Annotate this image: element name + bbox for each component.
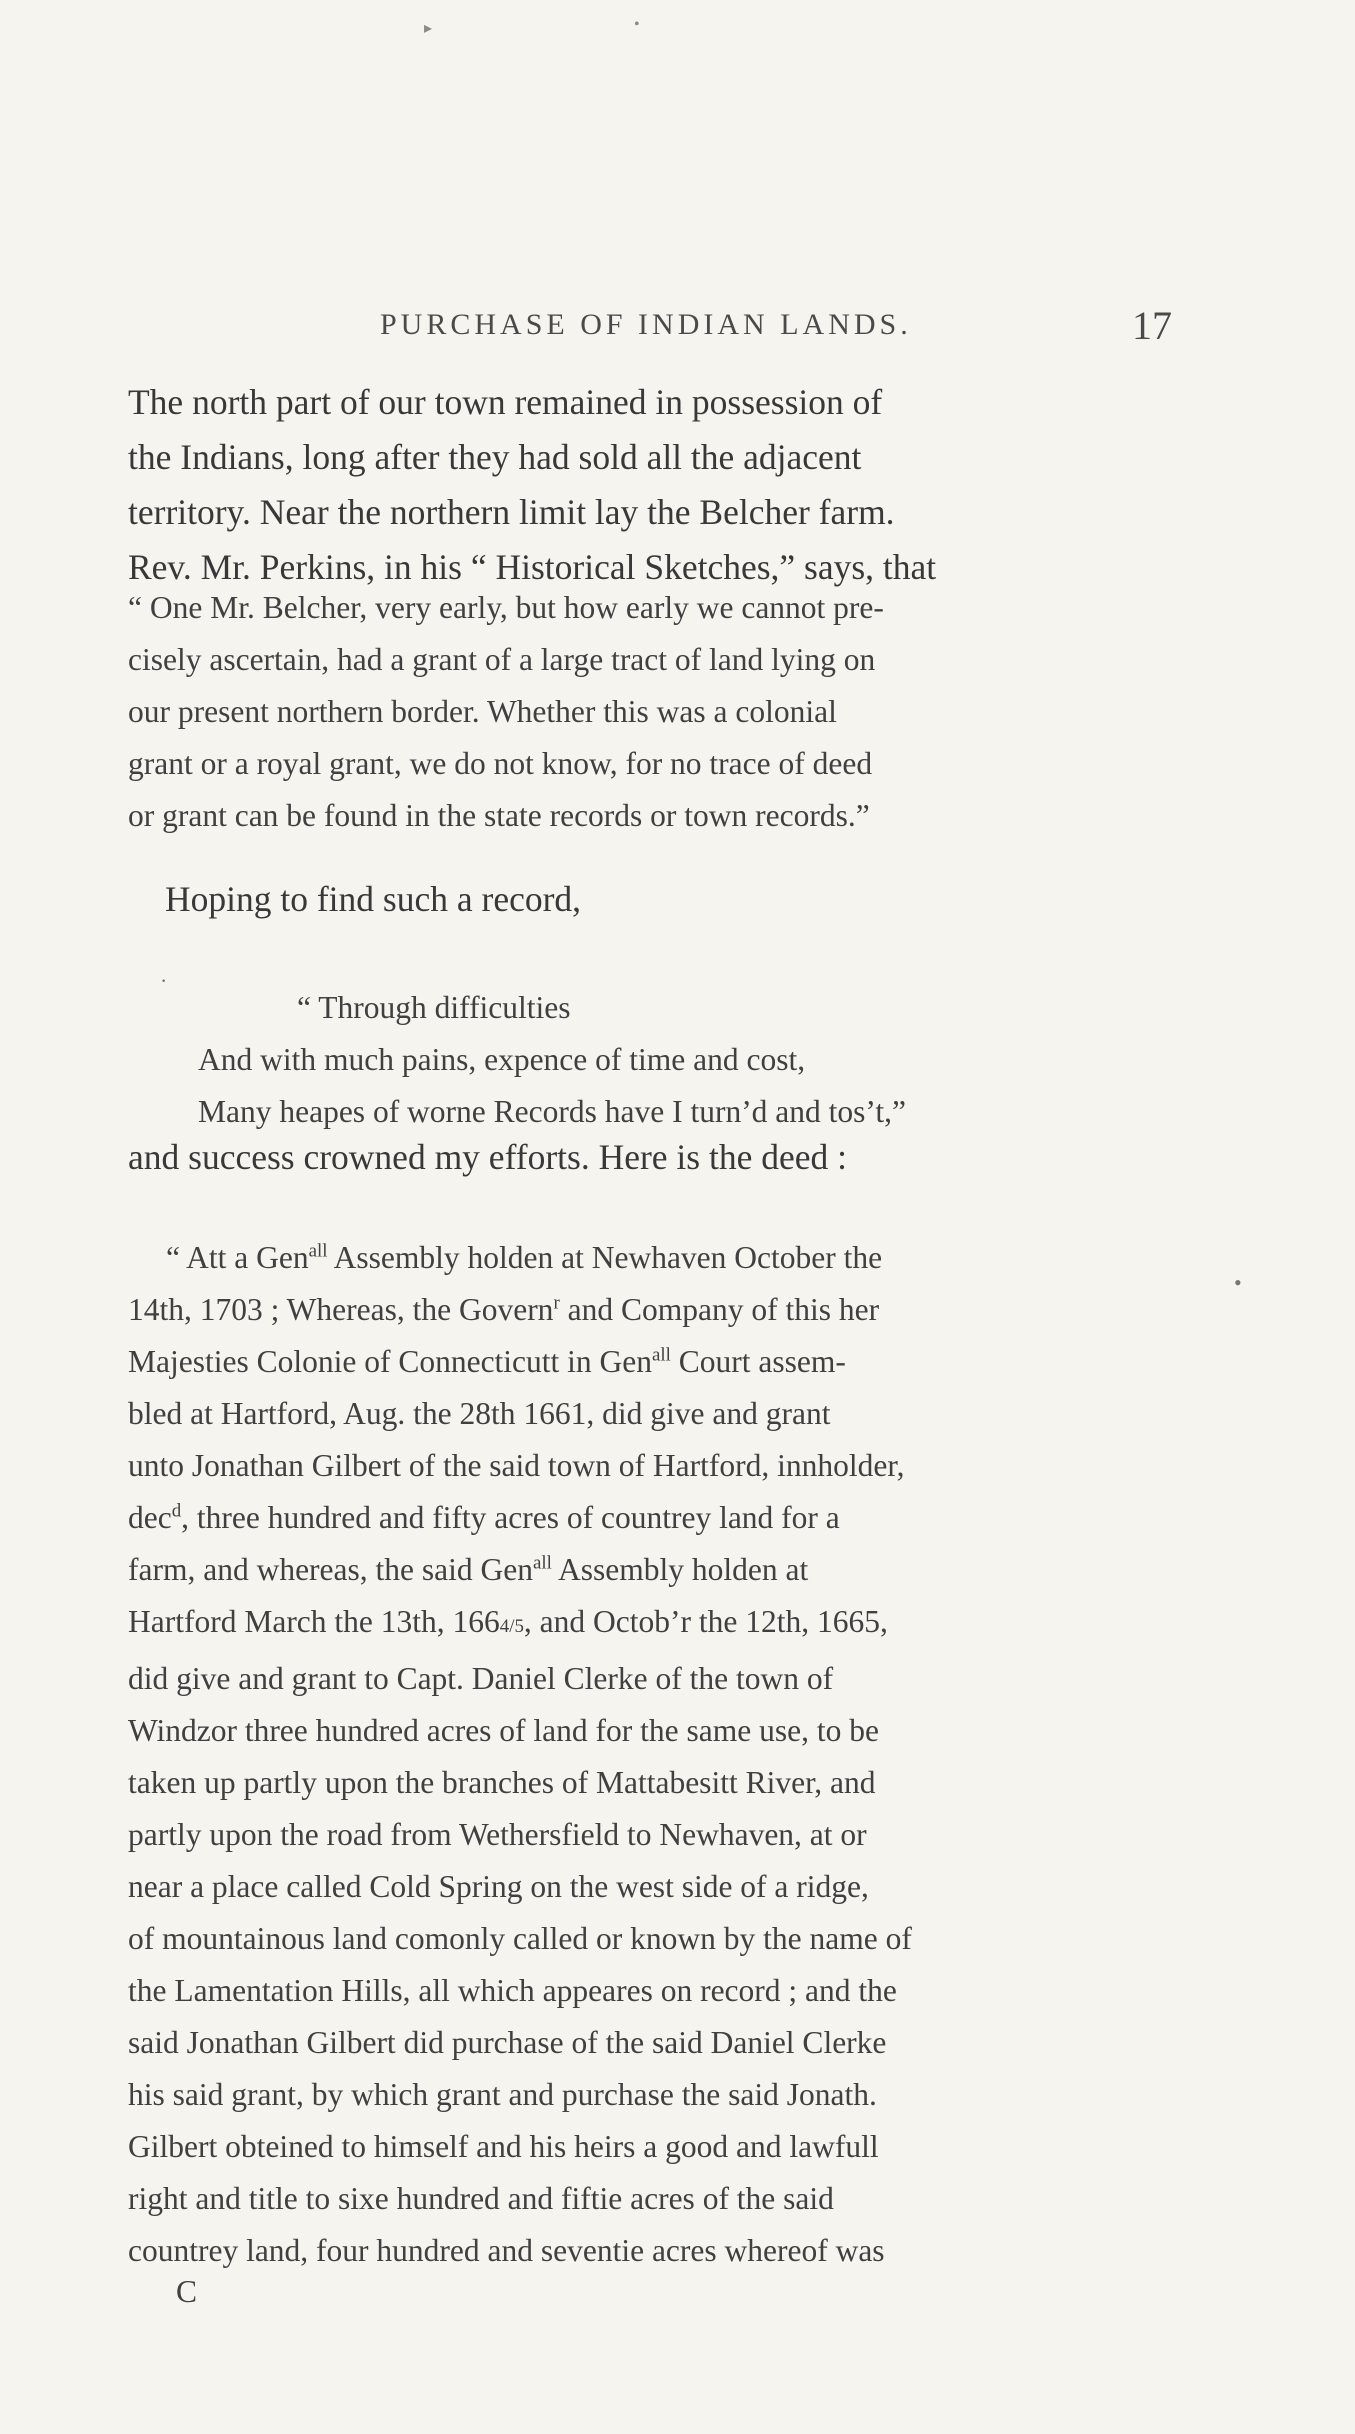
text-line: Hartford March the 13th, 1664/5, and Octob’r the 12th, 1665, bbox=[128, 1604, 888, 1639]
text-line: Rev. Mr. Perkins, in his “ Historical Sketches,” says, that bbox=[128, 547, 937, 587]
deed-quotation bbox=[128, 1232, 912, 2277]
text-line: our present northern border. Whether this was a colonial bbox=[128, 694, 837, 729]
text-line: right and title to sixe hundred and fiftie acres of the said bbox=[128, 2181, 834, 2216]
text-line: or grant can be found in the state records or town records.” bbox=[128, 798, 870, 833]
page-header bbox=[380, 302, 1180, 362]
text-line: farm, and whereas, the said Gen$^{all}$ Assembly holden at bbox=[128, 1552, 809, 1587]
text-line: Hoping to find such a record, bbox=[165, 879, 582, 919]
text-line: near a place called Cold Spring on the west side of a ridge, bbox=[128, 1869, 869, 1904]
text-line: grant or a royal grant, we do not know, for no trace of deed bbox=[128, 746, 873, 781]
text-line: partly upon the road from Wethersfield to Newhaven, at or bbox=[128, 1817, 867, 1852]
running-head: PURCHASE OF INDIAN LANDS. bbox=[380, 308, 912, 341]
signature-mark: C bbox=[176, 2274, 198, 2309]
text-line: of mountainous land comonly called or known by the name of bbox=[128, 1921, 912, 1956]
text-line: “ Att a Gen$^{all}$ Assembly holden at Newhaven October the bbox=[166, 1240, 883, 1275]
verse-line: “ Through difficulties bbox=[297, 990, 571, 1025]
text-line: bled at Hartford, Aug. the 28th 1661, did give and grant bbox=[128, 1396, 831, 1431]
margin-dot: · bbox=[160, 968, 168, 993]
paragraph-hoping bbox=[165, 872, 581, 927]
text-line: said Jonathan Gilbert did purchase of the said Daniel Clerke bbox=[128, 2025, 887, 2060]
verse-line: Many heapes of worne Records have I turn’d and tos’t,” bbox=[198, 1094, 906, 1129]
margin-dot: • bbox=[1234, 1270, 1242, 1295]
text-line: Gilbert obteined to himself and his heirs a good and lawfull bbox=[128, 2129, 879, 2164]
text-line: countrey land, four hundred and seventie acres whereof was bbox=[128, 2233, 885, 2268]
text-line: taken up partly upon the branches of Mattabesitt River, and bbox=[128, 1765, 876, 1800]
text-line: his said grant, by which grant and purchase the said Jonath. bbox=[128, 2077, 877, 2112]
text-line: the Indians, long after they had sold all the adjacent bbox=[128, 437, 862, 477]
speck-mark: • bbox=[634, 16, 640, 33]
paragraph-intro bbox=[128, 375, 936, 595]
text-line: unto Jonathan Gilbert of the said town of Hartford, innholder, bbox=[128, 1448, 905, 1483]
text-line: dec$^d$, three hundred and fifty acres of countrey land for a bbox=[128, 1500, 840, 1535]
page-number: 17 bbox=[1132, 303, 1172, 348]
text-line: Majesties Colonie of Connecticutt in Gen$^{all}$ Court assem- bbox=[128, 1344, 846, 1379]
text-line: 14th, 1703 ; Whereas, the Govern$^r$ and Company of this her bbox=[128, 1292, 880, 1327]
text-line: did give and grant to Capt. Daniel Clerke of the town of bbox=[128, 1661, 834, 1696]
speck-mark: ▸ bbox=[424, 20, 433, 37]
text-line: the Lamentation Hills, all which appeares on record ; and the bbox=[128, 1973, 897, 2008]
quotation-perkins bbox=[128, 582, 884, 842]
text-line: “ One Mr. Belcher, very early, but how early we cannot pre- bbox=[128, 590, 884, 625]
text-line: Windzor three hundred acres of land for the same use, to be bbox=[128, 1713, 879, 1748]
verse-quotation bbox=[165, 982, 906, 1138]
text-line: The north part of our town remained in possession of bbox=[128, 382, 883, 422]
text-line: and success crowned my efforts. Here is the deed : bbox=[128, 1137, 847, 1177]
text-line: territory. Near the northern limit lay the Belcher farm. bbox=[128, 492, 895, 532]
verse-line: And with much pains, expence of time and cost, bbox=[198, 1042, 806, 1077]
text-line: cisely ascertain, had a grant of a large tract of land lying on bbox=[128, 642, 876, 677]
paragraph-success bbox=[128, 1130, 847, 1185]
